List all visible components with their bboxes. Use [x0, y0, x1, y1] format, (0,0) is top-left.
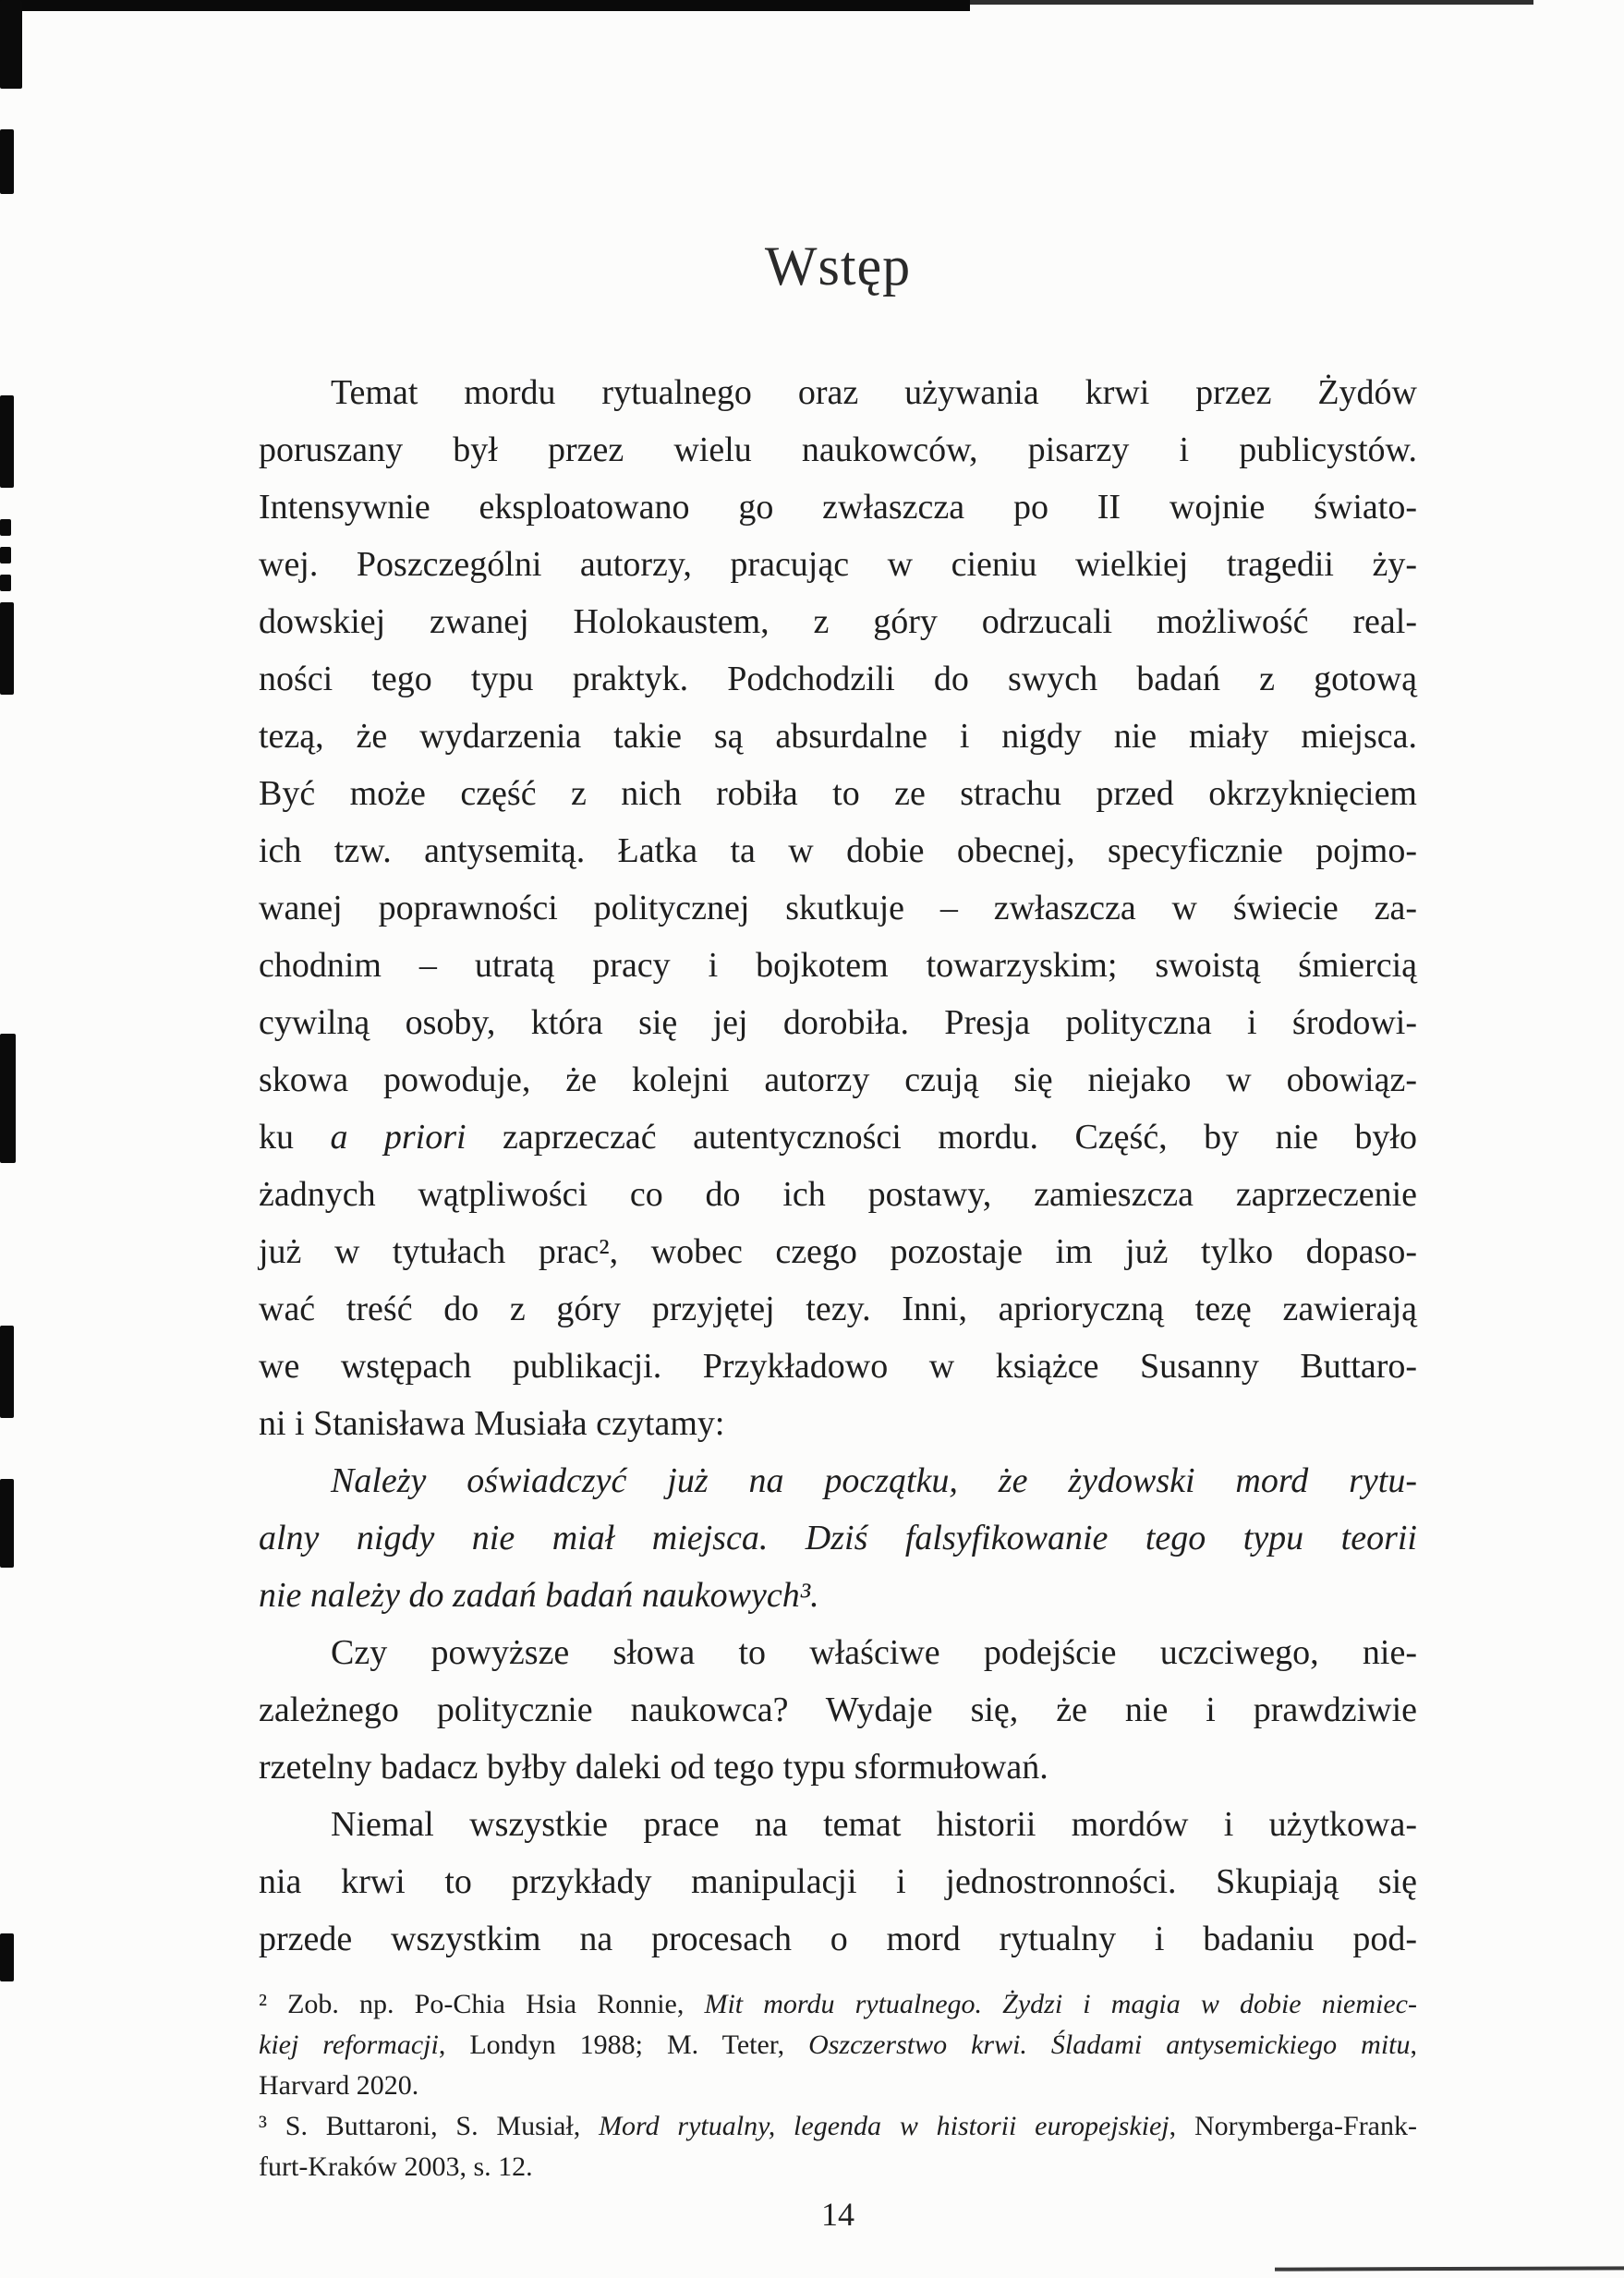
text-line: przede wszystkim na procesach o mord rytualny i badaniu pod- [259, 1920, 1417, 1958]
text-line: Harvard 2020. [259, 2070, 419, 2101]
text-line: nia krwi to przykłady manipulacji i jednostronności. Skupiają się [259, 1862, 1417, 1901]
scan-artifact-top-bar [0, 0, 970, 11]
text-line: poruszany był przez wielu naukowców, pisarzy i publicystów. [259, 430, 1417, 469]
text-line: furt-Kraków 2003, s. 12. [259, 2151, 533, 2182]
page-number: 14 [821, 2196, 854, 2233]
text-line: Być może część z nich robiła to ze strachu przed okrzyknięciem [259, 774, 1417, 813]
quote-block [259, 1452, 1417, 1624]
text-line: wej. Poszczególni autorzy, pracując w cieniu wielkiej tragedii ży- [259, 545, 1417, 584]
text-line: nie należy do zadań badań naukowych³. [259, 1576, 819, 1615]
text-line: kiej reformacji, Londyn 1988; M. Teter, Oszczerstwo krwi. Śladami antysemickiego mitu, [259, 2030, 1418, 2060]
text-line: chodnim – utratą pracy i bojkotem towarzyskim; swoistą śmiercią [259, 946, 1417, 985]
footnote-2 [259, 1984, 1417, 2106]
text-line: Temat mordu rytualnego oraz używania krwi przez Żydów [331, 373, 1417, 412]
text-line: ² Zob. np. Po-Chia Hsia Ronnie, Mit mordu rytualnego. Żydzi i magia w dobie niemiec- [259, 1989, 1417, 2019]
text-line: we wstępach publikacji. Przykładowo w książce Susanny Buttaro- [259, 1347, 1417, 1386]
paragraph-1 [259, 364, 1417, 1452]
text-line: już w tytułach prac², wobec czego pozostaje im już tylko dopaso- [259, 1232, 1417, 1271]
text-line: ku a priori zaprzeczać autentyczności mordu. Część, by nie było [259, 1118, 1417, 1157]
text-line: żadnych wątpliwości co do ich postawy, zamieszcza zaprzeczenie [259, 1175, 1417, 1214]
scan-artifact-left-mark [0, 1933, 14, 1981]
scan-artifact-left-mark [0, 1326, 14, 1418]
paragraph-2 [259, 1624, 1417, 1796]
scan-artifact-left-mark [0, 1479, 14, 1568]
text-line: tezą, że wydarzenia takie są absurdalne i nigdy nie miały miejsca. [259, 717, 1417, 756]
footnote-3 [259, 2106, 1417, 2187]
scan-artifact-left-mark [0, 547, 11, 563]
scan-artifact-left-mark [0, 0, 22, 89]
text-line: wanej poprawności politycznej skutkuje – zwłaszcza w świecie za- [259, 889, 1417, 927]
text-line: ³ S. Buttaroni, S. Musiał, Mord rytualny, legenda w historii europejskiej, Norymberga-Frank- [259, 2111, 1417, 2141]
scan-artifact-left-mark [0, 575, 11, 591]
scan-artifact-left-mark [0, 395, 14, 488]
text-line: ich tzw. antysemitą. Łatka ta w dobie obecnej, specyficznie pojmo- [259, 831, 1417, 870]
text-line: skowa powoduje, że kolejni autorzy czują się niejako w obowiąz- [259, 1060, 1417, 1099]
text-line: ni i Stanisława Musiała czytamy: [259, 1404, 725, 1443]
text-line: cywilną osoby, która się jej dorobiła. Presja polityczna i środowi- [259, 1003, 1417, 1042]
text-line: Intensywnie eksploatowano go zwłaszcza po II wojnie świato- [259, 488, 1417, 527]
scan-artifact-top-bar-thin [970, 0, 1533, 5]
scan-artifact-left-mark [0, 519, 11, 536]
text-line: Czy powyższe słowa to właściwe podejście uczciwego, nie- [331, 1633, 1417, 1672]
text-line: Należy oświadczyć już na początku, że żydowski mord rytu- [331, 1461, 1417, 1500]
scan-artifact-left-mark [0, 1034, 16, 1163]
footnotes-section [259, 1984, 1417, 2187]
chapter-title: Wstęp [764, 236, 912, 297]
text-line: rzetelny badacz byłby daleki od tego typu sformułowań. [259, 1748, 1048, 1787]
scan-artifact-bottom-line [1275, 2266, 1624, 2271]
text-line: alny nigdy nie miał miejsca. Dziś falsyfikowanie tego typu teorii [259, 1519, 1417, 1557]
text-line: dowskiej zwanej Holokaustem, z góry odrzucali możliwość real- [259, 602, 1417, 641]
paragraph-3 [259, 1796, 1417, 1968]
text-line: Niemal wszystkie prace na temat historii mordów i użytkowa- [331, 1805, 1417, 1844]
text-line: zależnego politycznie naukowca? Wydaje się, że nie i prawdziwie [259, 1690, 1417, 1729]
scan-artifact-left-mark [0, 129, 14, 194]
text-line: wać treść do z góry przyjętej tezy. Inni, aprioryczną tezę zawierają [259, 1290, 1417, 1328]
text-line: ności tego typu praktyk. Podchodzili do swych badań z gotową [259, 660, 1417, 698]
body-text [259, 364, 1417, 1968]
scan-artifact-left-mark [0, 602, 14, 695]
page-content [259, 229, 1417, 2187]
